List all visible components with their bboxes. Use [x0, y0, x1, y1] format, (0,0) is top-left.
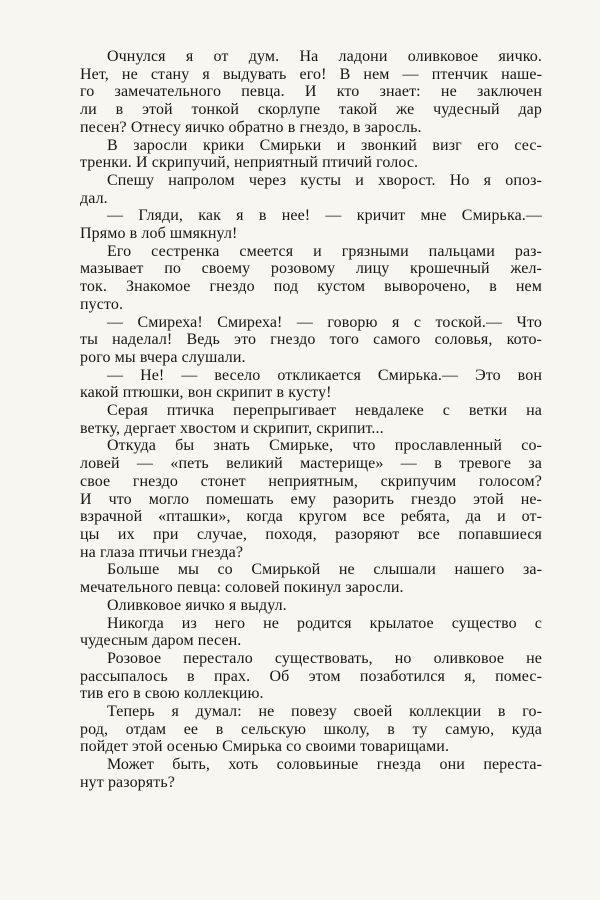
text-line: Нет, не стану я выдувать его! В нем — птенчик наше-	[80, 65, 542, 83]
text-line: свое гнездо стонет неприятным, скрипучим голосом?	[80, 472, 542, 490]
text-line: Откуда бы знать Смирьке, что прославленный со-	[107, 437, 542, 455]
text-line: Очнулся я от дум. На ладони оливковое яичко.	[107, 48, 542, 65]
text-line: ты наделал! Ведь это гнездо того самого соловья, кото-	[80, 331, 542, 349]
paragraph	[80, 207, 542, 242]
text-line: тив его в свою коллекцию.	[80, 685, 264, 703]
text-line: нут разорять?	[80, 773, 175, 791]
text-line: — Не! — весело откликается Смирька.— Это вон	[107, 366, 542, 384]
text-line: В заросли крики Смирьки и звонкий визг его сес-	[107, 136, 542, 154]
paragraph	[80, 615, 542, 650]
paragraph	[80, 561, 542, 596]
text-line: Больше мы со Смирькой не слышали нашего за-	[107, 561, 542, 579]
paragraph	[80, 314, 542, 367]
text-line: рассыпалось в прах. Об этом позаботился я, помес-	[80, 667, 542, 685]
text-line: — Гляди, как я в нее! — кричит мне Смирька.—	[107, 207, 542, 225]
text-line: Прямо в лоб шмякнул!	[80, 225, 238, 243]
text-line: — Смиреха! Смиреха! — говорю я с тоской.— Что	[107, 313, 542, 331]
text-line: ток. Знакомое гнездо под кустом выворочено, в нем	[80, 278, 542, 296]
text-line: песен? Отнесу яичко обратно в гнездо, в заросль.	[80, 118, 422, 136]
text-line: пусто.	[80, 295, 124, 313]
paragraph	[80, 756, 542, 791]
paragraph	[80, 367, 542, 402]
text-line: Спешу напролом через кусты и хворост. Но я опоз-	[107, 171, 542, 189]
text-block	[80, 48, 542, 792]
paragraph	[80, 437, 542, 561]
text-line: Оливковое яичко я выдул.	[107, 596, 287, 614]
text-line: рого мы вчера слушали.	[80, 348, 246, 366]
text-line: И что могло помешать ему разорить гнездо этой не-	[80, 490, 542, 508]
text-line: Теперь я думал: не повезу своей коллекции в го-	[107, 703, 542, 721]
text-line: чудесным даром песен.	[80, 632, 242, 650]
paragraph	[80, 243, 542, 314]
text-line: Серая птичка перепрыгивает невдалеке с ветки на	[107, 402, 542, 420]
paragraph	[80, 597, 542, 615]
text-line: на глаза птичьи гнезда?	[80, 543, 244, 561]
text-line: ли в этой тонкой скорлупе такой же чудесный дар	[80, 101, 542, 119]
text-line: Никогда из него не родится крылатое существо с	[107, 614, 542, 632]
text-line: го замечательного певца. И кто знает: не заключен	[80, 83, 542, 101]
text-line: взрачной «пташки», когда кругом все ребята, да и от-	[80, 508, 542, 526]
text-line: мазывает по своему розовому лицу крошечный жел-	[80, 260, 542, 278]
text-line: Может быть, хоть соловьиные гнезда они переста-	[107, 756, 542, 774]
paragraph	[80, 137, 542, 172]
paragraph	[80, 48, 542, 137]
text-line: ловей — «петь великий мастерище» — в тревоге за	[80, 455, 542, 473]
text-line: какой птюшки, вон скрипит в кусту!	[80, 384, 332, 402]
text-line: пойдет этой осенью Смирька со своими товарищами.	[80, 738, 450, 756]
text-line: род, отдам ее в сельскую школу, в ту самую, куда	[80, 720, 542, 738]
paragraph	[80, 172, 542, 207]
text-line: мечательного певца: соловей покинул заросли.	[80, 579, 404, 597]
text-line: Его сестренка смеется и грязными пальцами раз-	[107, 242, 542, 260]
paragraph	[80, 703, 542, 756]
paragraph	[80, 650, 542, 703]
text-line: дал.	[80, 189, 108, 207]
paragraph	[80, 402, 542, 437]
text-line: цы их при случае, походя, разоряют все попавшиеся	[80, 525, 542, 543]
text-line: Розовое перестало существовать, но оливковое не	[107, 649, 542, 667]
text-line: ветку, дергает хвостом и скрипит, скрипит...	[80, 419, 384, 437]
text-line: тренки. И скрипучий, неприятный птичий голос.	[80, 154, 419, 172]
